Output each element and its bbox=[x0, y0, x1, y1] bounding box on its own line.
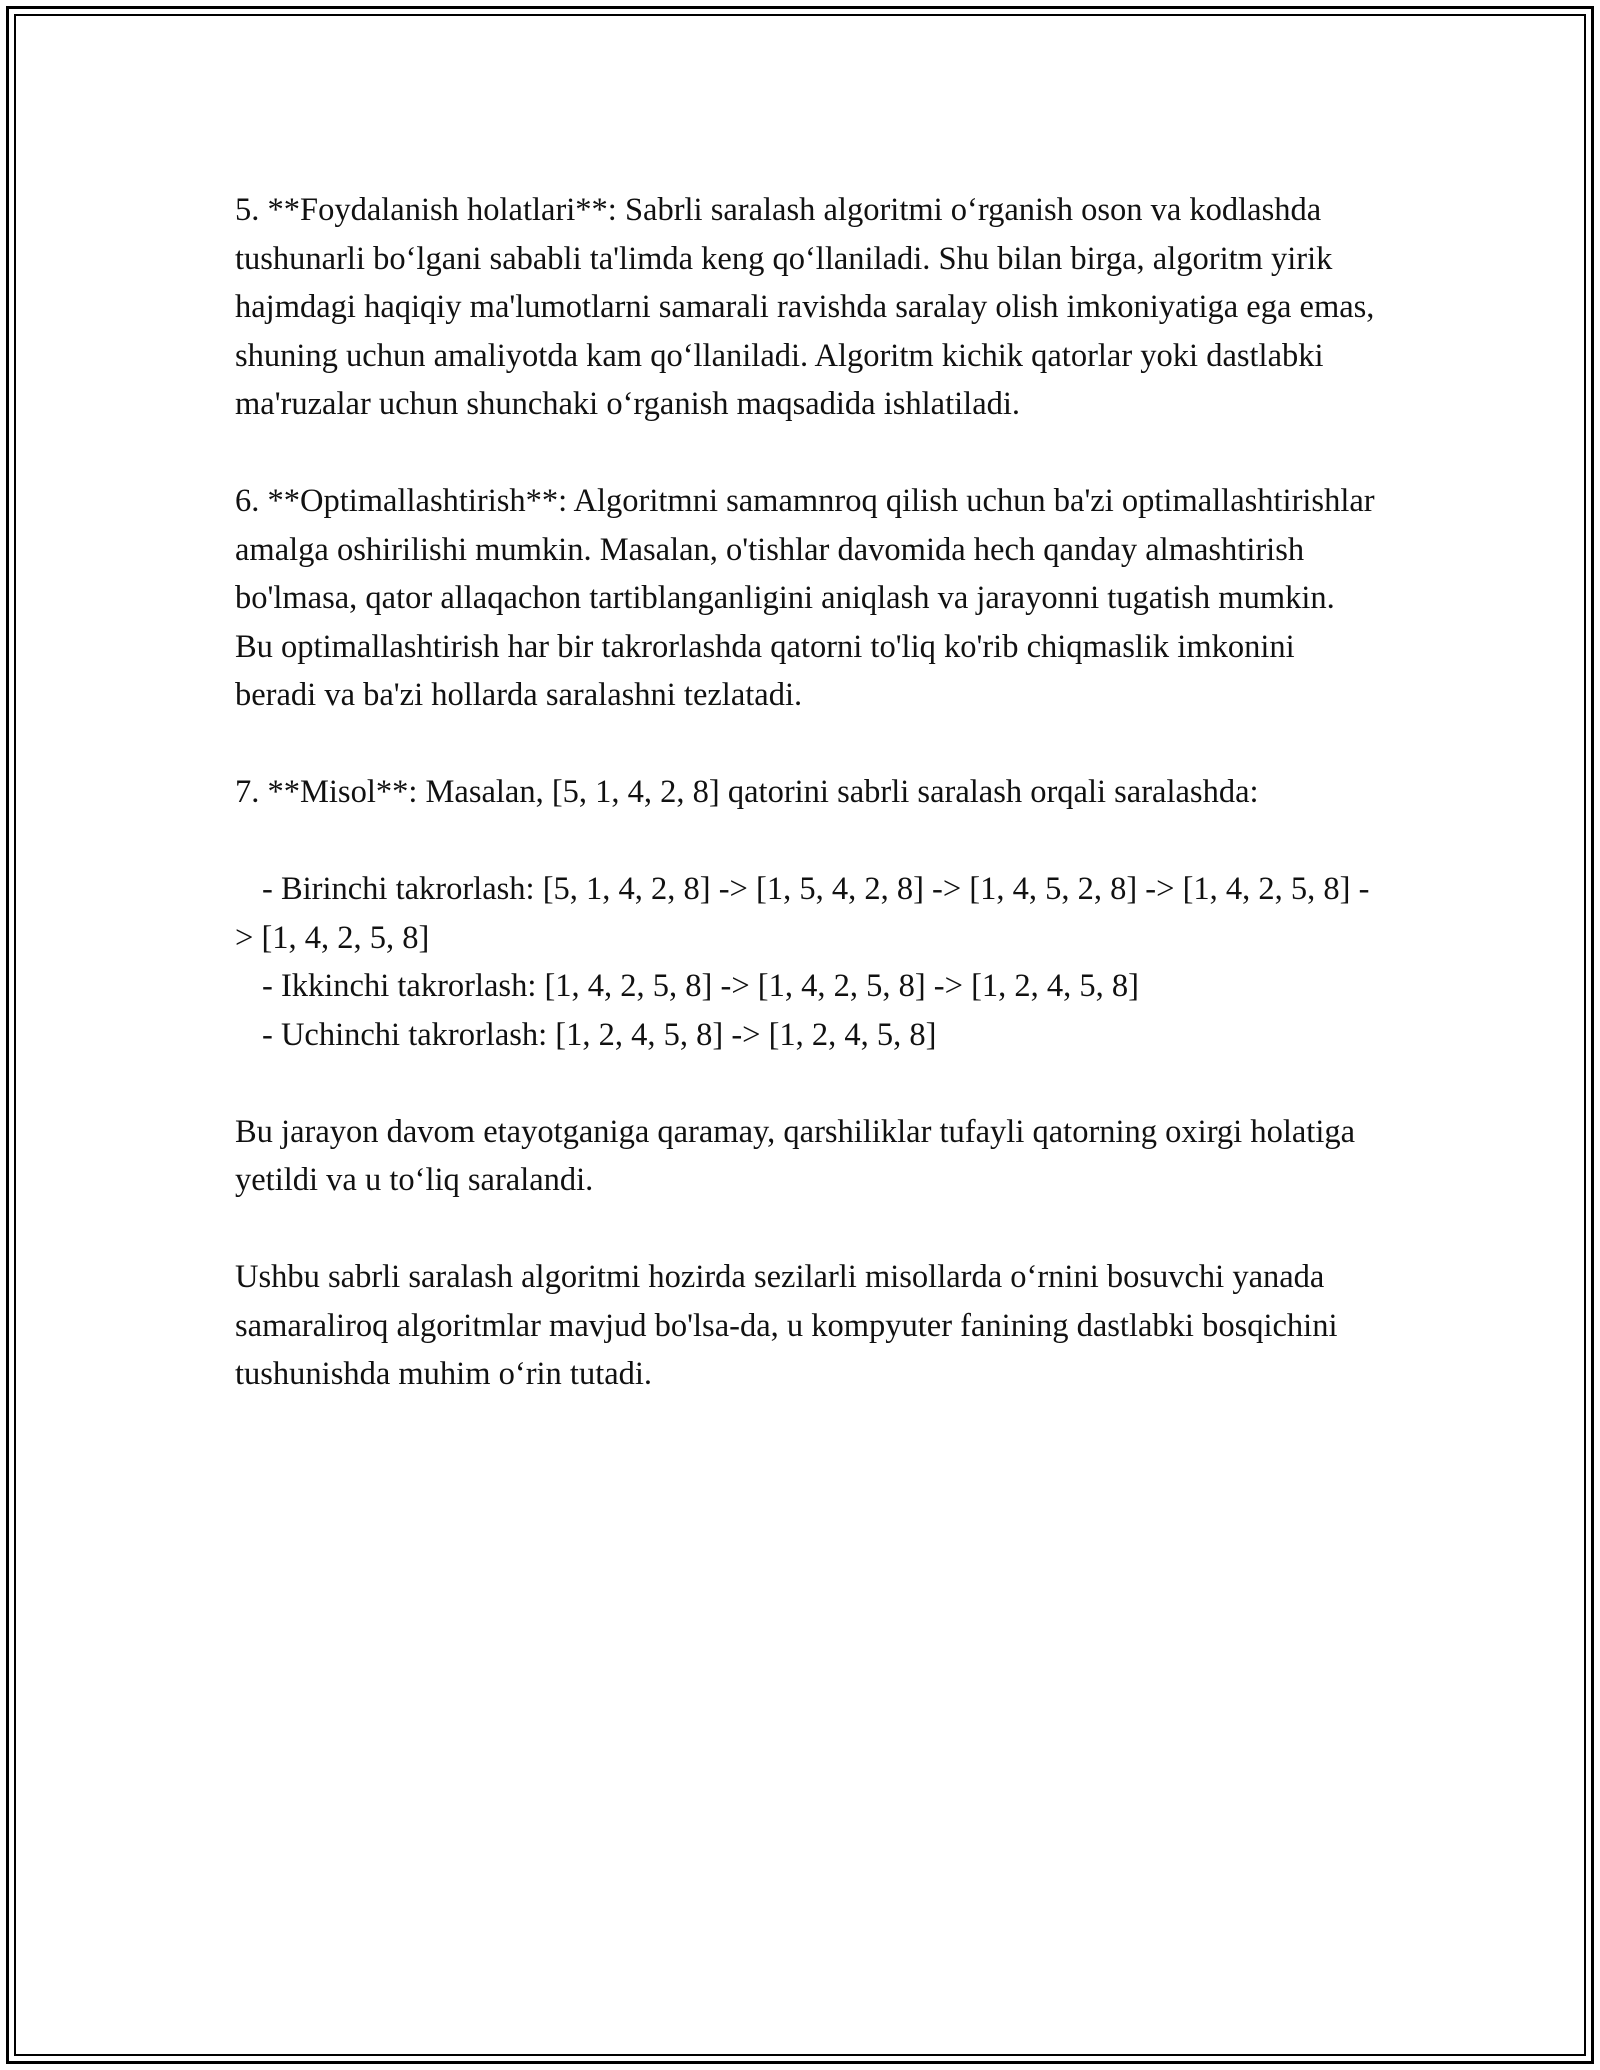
paragraph-result: Bu jarayon davom etayotganiga qaramay, qarshiliklar tufayli qatorning oxirgi holatiga yetildi va u to‘liq saralandi. bbox=[235, 1113, 1356, 1198]
document-body bbox=[235, 186, 1375, 1447]
paragraph-use-cases: 5. **Foydalanish holatlari**: Sabrli saralash algoritmi o‘rganish oson va kodlashda tushunarli bo‘lgani sababli ta'limda keng qo‘llaniladi. Shu bilan birga, algoritm yirik hajmdagi haqiqiy ma'lumotlarni samarali ravishda saralay olish imkoniyatiga ega emas, shuning uchun amaliyotda kam qo‘llaniladi. Algoritm kichik qatorlar yoki dastlabki ma'ruzalar uchun shunchaki o‘rganish maqsadida ishlatiladi. bbox=[235, 192, 1375, 422]
example-step-1: - Birinchi takrorlash: [5, 1, 4, 2, 8] -> [1, 5, 4, 2, 8] -> [1, 4, 5, 2, 8] -> [1, 4, 2, 5, 8] -> [1, 4, 2, 5, 8] bbox=[235, 871, 1370, 956]
paragraph-optimization: 6. **Optimallashtirish**: Algoritmni samamnroq qilish uchun ba'zi optimallashtirishlar amalga oshirilishi mumkin. Masalan, o'tishlar davomida hech qanday almashtirish bo'lmasa, qator allaqachon tartiblanganligini aniqlash va jarayonni tugatish mumkin. Bu optimallashtirish har bir takrorlashda qatorni to'liq ko'rib chiqmaslik imkonini beradi va ba'zi hollarda saralashni tezlatadi. bbox=[235, 483, 1375, 713]
paragraph-conclusion: Ushbu sabrli saralash algoritmi hozirda sezilarli misollarda o‘rnini bosuvchi yanada samaraliroq algoritmlar mavjud bo'lsa-da, u kompyuter fanining dastlabki bosqichini tushunishda muhim o‘rin tutadi. bbox=[235, 1259, 1338, 1392]
example-step-3: - Uchinchi takrorlash: [1, 2, 4, 5, 8] -> [1, 2, 4, 5, 8] bbox=[262, 1016, 937, 1053]
paragraph-example: 7. **Misol**: Masalan, [5, 1, 4, 2, 8] qatorini sabrli saralash orqali saralashda: bbox=[235, 774, 1259, 810]
example-step-2: - Ikkinchi takrorlash: [1, 4, 2, 5, 8] -> [1, 4, 2, 5, 8] -> [1, 2, 4, 5, 8] bbox=[262, 968, 1139, 1004]
example-steps-list bbox=[235, 865, 1375, 1059]
